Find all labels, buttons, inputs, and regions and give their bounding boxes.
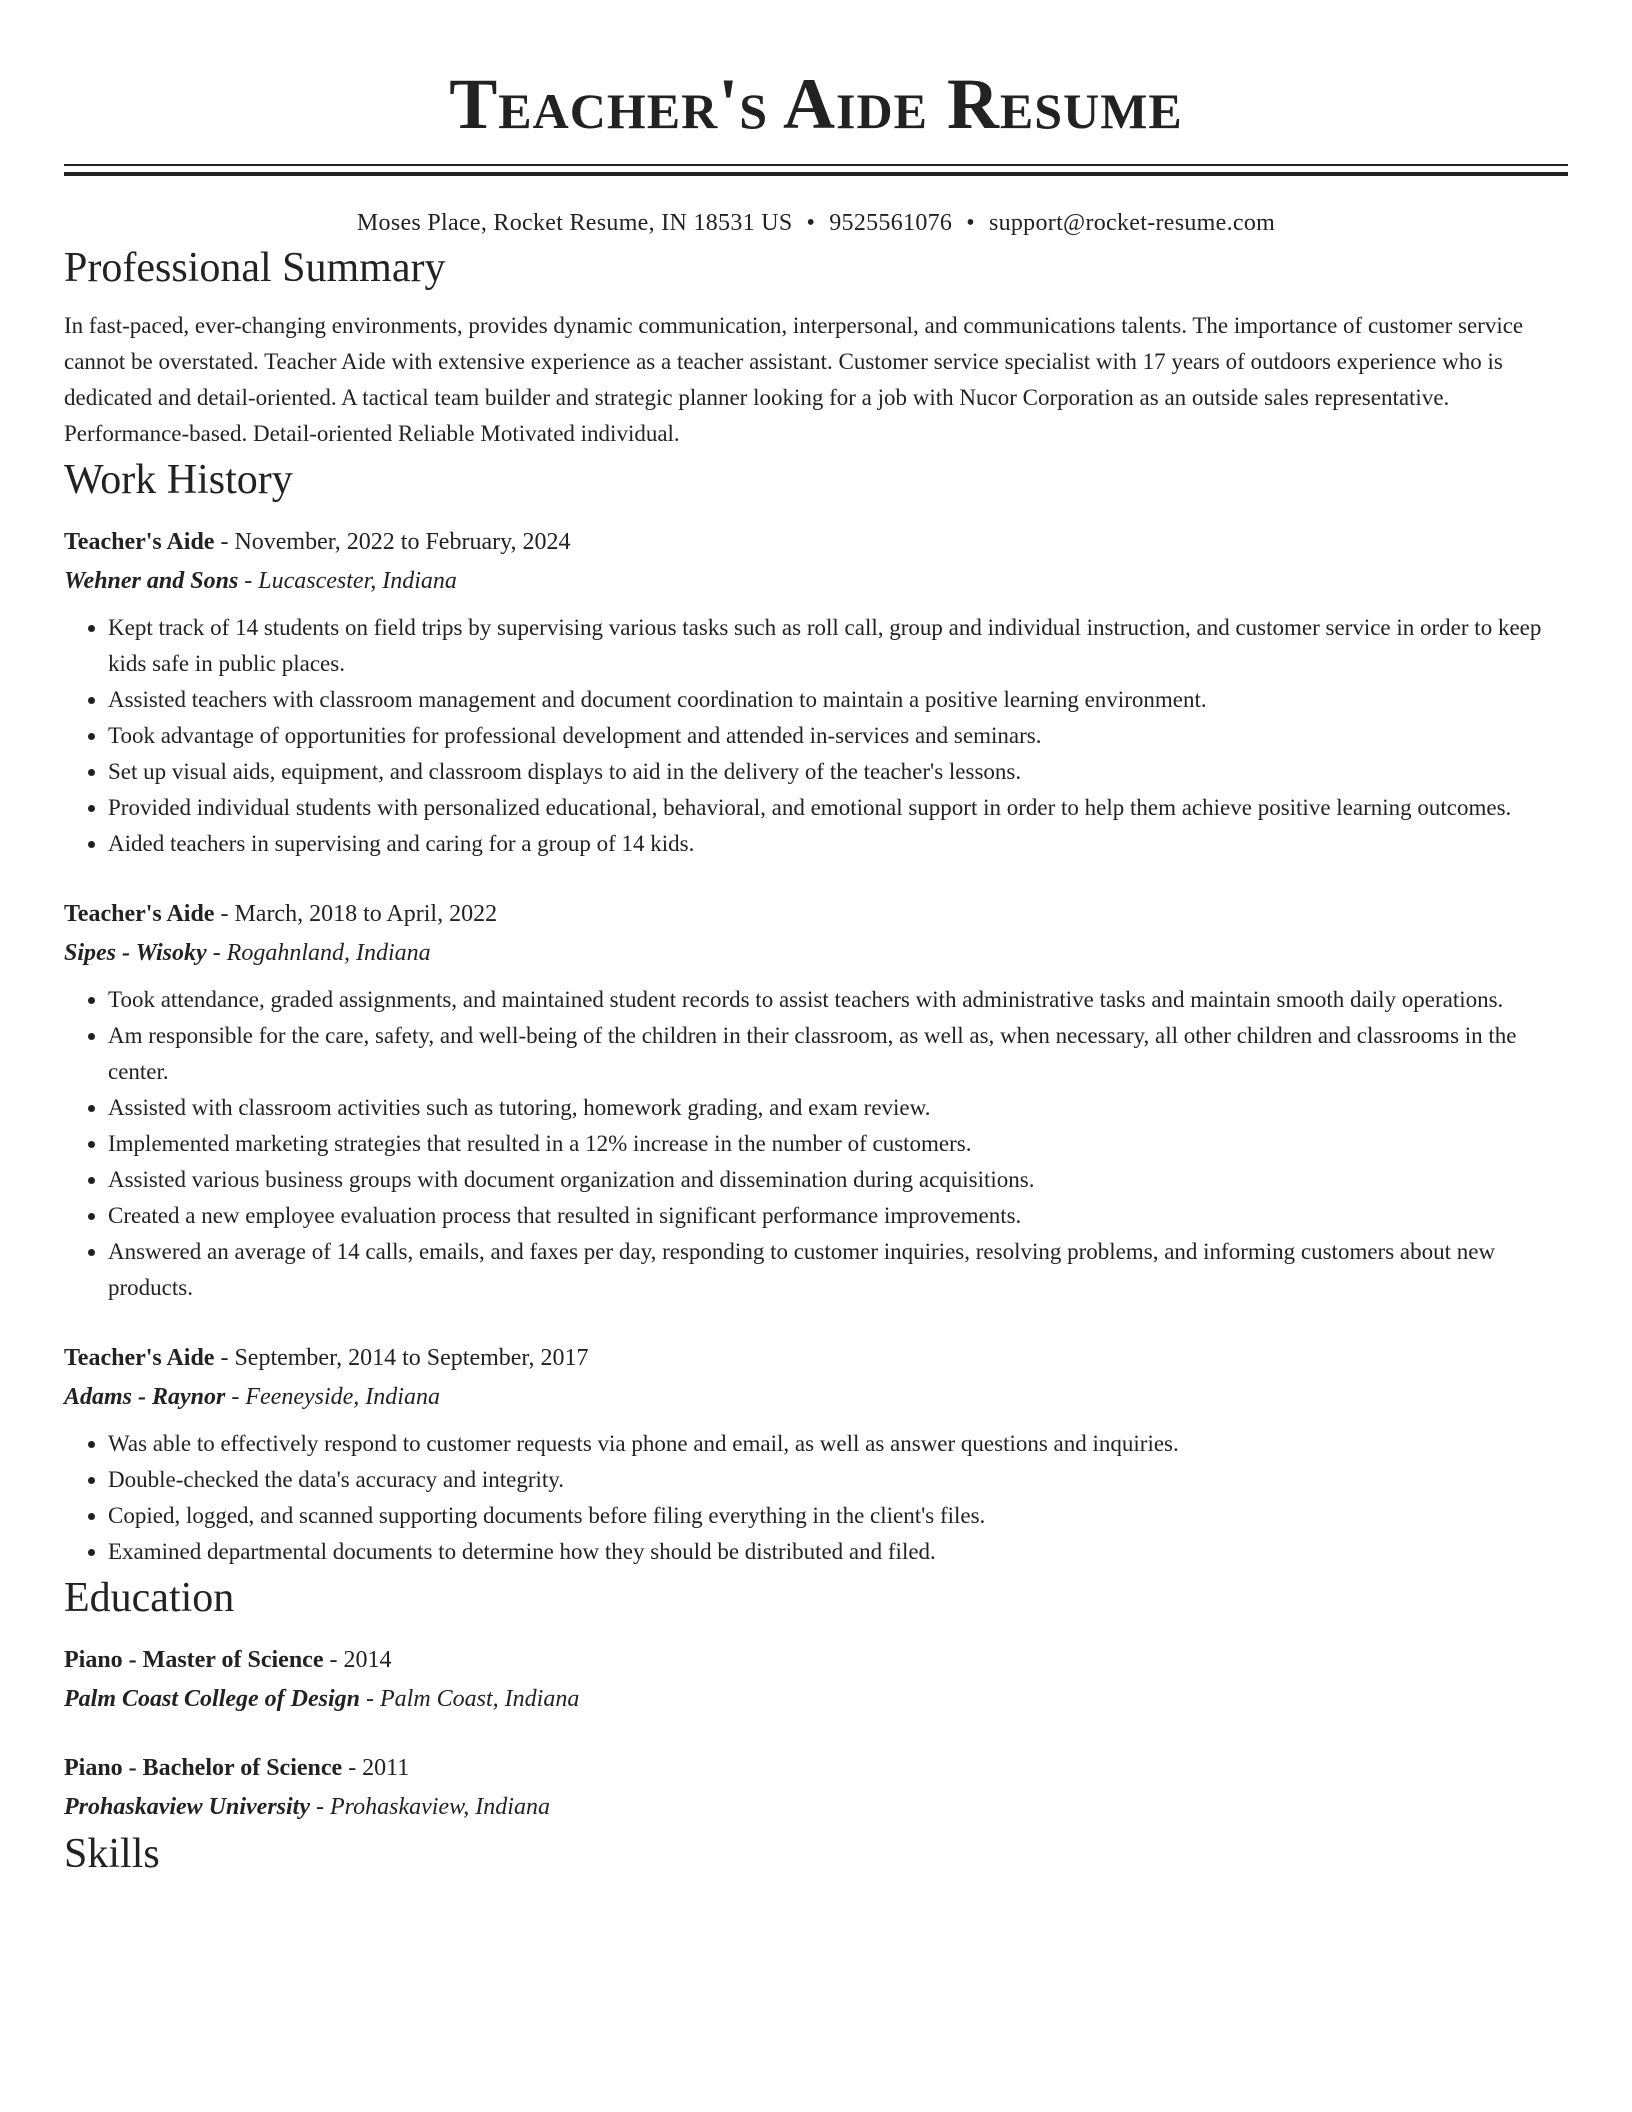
job-employer: Sipes - Wisoky (64, 940, 207, 966)
job-role: Teacher's Aide (64, 529, 215, 555)
job-entry (64, 522, 1568, 862)
job-location: - Rogahnland, Indiana (206, 940, 431, 966)
contact-phone: 9525561076 (829, 210, 953, 236)
job-bullet: • Copied, logged, and scanned supporting documents before filing everything in the client's files. (108, 1498, 1568, 1534)
education-entry (64, 1748, 1568, 1826)
job-bullet: • Implemented marketing strategies that resulted in a 12% increase in the number of customers. (108, 1126, 1568, 1162)
job-employer: Adams - Raynor (64, 1384, 226, 1410)
job-dates: - September, 2014 to September, 2017 (214, 1345, 589, 1371)
education-entry (64, 1640, 1568, 1718)
education-degree: Piano - Master of Science (64, 1647, 324, 1673)
title-divider-thick (64, 172, 1568, 176)
job-bullet: • Double-checked the data's accuracy and integrity. (108, 1462, 1568, 1498)
job-title-line (64, 522, 1568, 562)
title-divider-thin (64, 164, 1568, 166)
education-school-line (64, 1680, 1568, 1718)
job-employer: Wehner and Sons (64, 568, 239, 594)
job-dates: - November, 2022 to February, 2024 (214, 529, 571, 555)
contact-separator: • (806, 210, 816, 236)
job-dates: - March, 2018 to April, 2022 (214, 901, 498, 927)
contact-email: support@rocket-resume.com (988, 210, 1276, 236)
job-bullets (64, 1426, 1568, 1570)
job-bullet: • Assisted teachers with classroom management and document coordination to maintain a positive learning environment. (108, 682, 1568, 718)
education-degree: Piano - Bachelor of Science (64, 1755, 343, 1781)
summary-heading: Professional Summary (64, 245, 446, 291)
job-title-line (64, 894, 1568, 934)
job-bullet: • Took attendance, graded assignments, and maintained student records to assist teachers with administrative tasks and maintain smooth daily operations. (108, 982, 1568, 1018)
education-location: - Palm Coast, Indiana (360, 1686, 580, 1712)
education-school-line (64, 1788, 1568, 1826)
job-bullet: • Was able to effectively respond to customer requests via phone and email, as well as answer questions and inquiries. (108, 1426, 1568, 1462)
skills-heading: Skills (64, 1831, 160, 1877)
job-location: - Lucascester, Indiana (238, 568, 457, 594)
job-bullet: • Kept track of 14 students on field trips by supervising various tasks such as roll call, group and individual instruction, and customer service in order to keep kids safe in public places. (108, 610, 1568, 682)
education-year: - 2014 (323, 1647, 392, 1673)
job-entry (64, 894, 1568, 1306)
contact-separator: • (966, 210, 975, 236)
job-bullet: • Assisted various business groups with document organization and dissemination during acquisitions. (108, 1162, 1568, 1198)
job-bullet: • Created a new employee evaluation process that resulted in significant performance improvements. (108, 1198, 1568, 1234)
job-role: Teacher's Aide (64, 901, 215, 927)
education-school: Palm Coast College of Design (64, 1686, 360, 1712)
job-bullet: • Am responsible for the care, safety, and well-being of the children in their classroom, as well as, when necessary, all other children and classrooms in the center. (108, 1018, 1568, 1090)
resume-title: Teacher's Aide Resume (449, 64, 1183, 144)
resume-page (64, 0, 1568, 1882)
education-school: Prohaskaview University (64, 1794, 310, 1820)
job-location: - Feeneyside, Indiana (225, 1384, 440, 1410)
job-bullets (64, 982, 1568, 1306)
job-title-line (64, 1338, 1568, 1378)
education-year: - 2011 (342, 1755, 410, 1781)
education-degree-line (64, 1640, 1568, 1680)
job-bullet: • Provided individual students with personalized educational, behavioral, and emotional support in order to help them achieve positive learning outcomes. (108, 790, 1568, 826)
job-entry (64, 1338, 1568, 1570)
job-employer-line (64, 1378, 1568, 1416)
job-bullet: • Assisted with classroom activities such as tutoring, homework grading, and exam review. (108, 1090, 1568, 1126)
job-bullet: • Set up visual aids, equipment, and classroom displays to aid in the delivery of the teacher's lessons. (108, 754, 1568, 790)
job-bullet: • Answered an average of 14 calls, emails, and faxes per day, responding to customer inquiries, resolving problems, and informing customers about new products. (108, 1234, 1568, 1306)
job-employer-line (64, 562, 1568, 600)
job-bullets (64, 610, 1568, 862)
education-degree-line (64, 1748, 1568, 1788)
job-employer-line (64, 934, 1568, 972)
job-role: Teacher's Aide (64, 1345, 215, 1371)
summary-text: In fast-paced, ever-changing environments, provides dynamic communication, interpersonal, and communications talents. The importance of customer service cannot be overstated. Teacher Aide with extensive experience as a teacher assistant. Customer service specialist with 17 years of outdoors experience who is dedicated and detail-oriented. A tactical team builder and strategic planner looking for a job with Nucor Corporation as an outside sales representative. Performance-based. Detail-oriented Reliable Motivated individual. (64, 313, 1524, 446)
education-location: - Prohaskaview, Indiana (310, 1794, 550, 1820)
job-bullet: • Aided teachers in supervising and caring for a group of 14 kids. (108, 826, 1568, 862)
job-bullet: • Examined departmental documents to determine how they should be distributed and filed. (108, 1534, 1568, 1570)
job-bullet: • Took advantage of opportunities for professional development and attended in-services and seminars. (108, 718, 1568, 754)
contact-address: Moses Place, Rocket Resume, IN 18531 US (356, 210, 793, 236)
education-heading: Education (64, 1575, 235, 1621)
contact-line (64, 206, 1568, 240)
work-history-heading: Work History (64, 457, 293, 503)
